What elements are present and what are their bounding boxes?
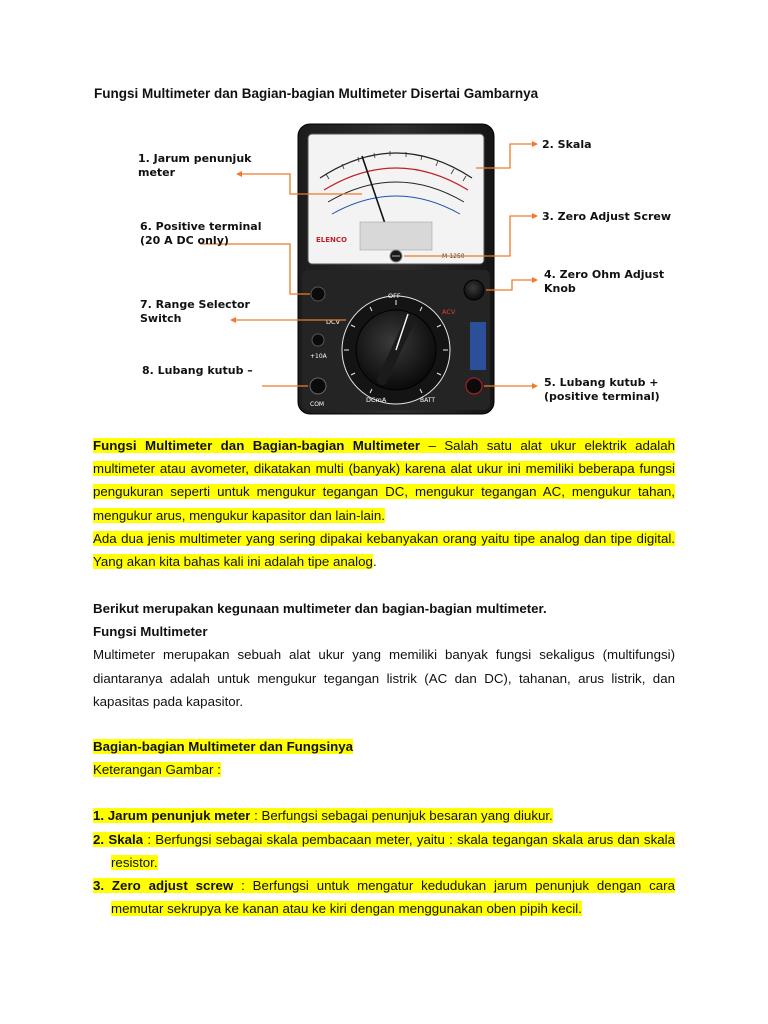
section-heading-fungsi: Fungsi Multimeter [93,624,208,640]
brand-label: ELENCO [316,236,347,244]
dial-dcma-label: DCmA [366,396,387,404]
section-heading-bagian: Bagian-bagian Multimeter dan Fungsinya [93,739,354,754]
dial-off-label: OFF [388,292,401,300]
list-item: 1. Jarum penunjuk meter : Berfungsi sebagai penunjuk besaran yang diukur. [93,808,553,824]
section-fungsi [93,597,675,713]
section-bagian [93,735,675,920]
section-heading-kegunaan: Berikut merupakan kegunaan multimeter dan bagian-bagian multimeter. [93,601,547,616]
zero-ohm-adjust-knob [464,280,484,300]
intro-paragraph-1: Fungsi Multimeter dan Bagian-bagian Multimeter – Salah satu alat ukur elektrik adalah multimeter atau avometer, dikatakan multi (banyak) karena alat ukur ini memiliki beberapa fungsi pengukuran seperti untuk mengukur tegangan DC, mengukur tegangan AC, mengukur tahan, mengukur arus, mengukur kapasitor dan lain-lain. [93,438,675,523]
callout-8: 8. Lubang kutub – [142,364,253,377]
ten-amp-terminal [312,334,324,346]
keterangan-gambar: Keterangan Gambar : [93,762,221,778]
callout-2: 2. Skala [542,138,592,151]
callout-1: 1. Jarum penunjuk meter [138,152,252,179]
dial-dcv-label: DCV [326,318,340,326]
callout-6: 6. Positive terminal (20 A DC only) [140,220,262,247]
list-item: 2. Skala : Berfungsi sebagai skala pembacaan meter, yaitu : skala tegangan skala arus dan skala resistor. [93,831,675,870]
intro-paragraph-2: Ada dua jenis multimeter yang sering dipakai kebanyakan orang yaitu tipe analog dan tipe digital. Yang akan kita bahas kali ini adalah tipe analog. [93,530,675,570]
intro-section [93,434,675,573]
negative-terminal [310,378,326,394]
positive-terminal [466,378,482,394]
leader-line-6 [200,244,310,294]
list-item: 3. Zero adjust screw : Berfungsi untuk mengatur kedudukan jarum penunjuk dengan cara memutar sekrupya ke kanan atau ke kiri dengan menggunakan oben pipih kecil. [93,878,675,917]
callout-3: 3. Zero Adjust Screw [542,210,672,223]
callout-4: 4. Zero Ohm Adjust Knob [544,268,665,295]
ten-amp-label: +10A [310,353,327,360]
com-label: COM [310,401,325,408]
dial-batt-label: BATT [420,397,435,404]
fungsi-paragraph: Multimeter merupakan sebuah alat ukur yang memiliki banyak fungsi sekaligus (multifungsi) diantaranya adalah untuk mengukur tegangan listrik (AC dan DC), tahanan, arus listrik, dan kapasitas pada kapasitor. [93,647,675,709]
multimeter-figure [130,118,670,418]
page-title: Fungsi Multimeter dan Bagian-bagian Multimeter Disertai Gambarnya [94,86,539,101]
callout-7: 7. Range Selector Switch [140,298,250,325]
dial-acv-label: ACV [442,308,456,316]
positive-terminal-20a [311,287,325,301]
model-label: M-1250 [442,253,465,260]
callout-5: 5. Lubang kutub + (positive terminal) [544,376,660,403]
